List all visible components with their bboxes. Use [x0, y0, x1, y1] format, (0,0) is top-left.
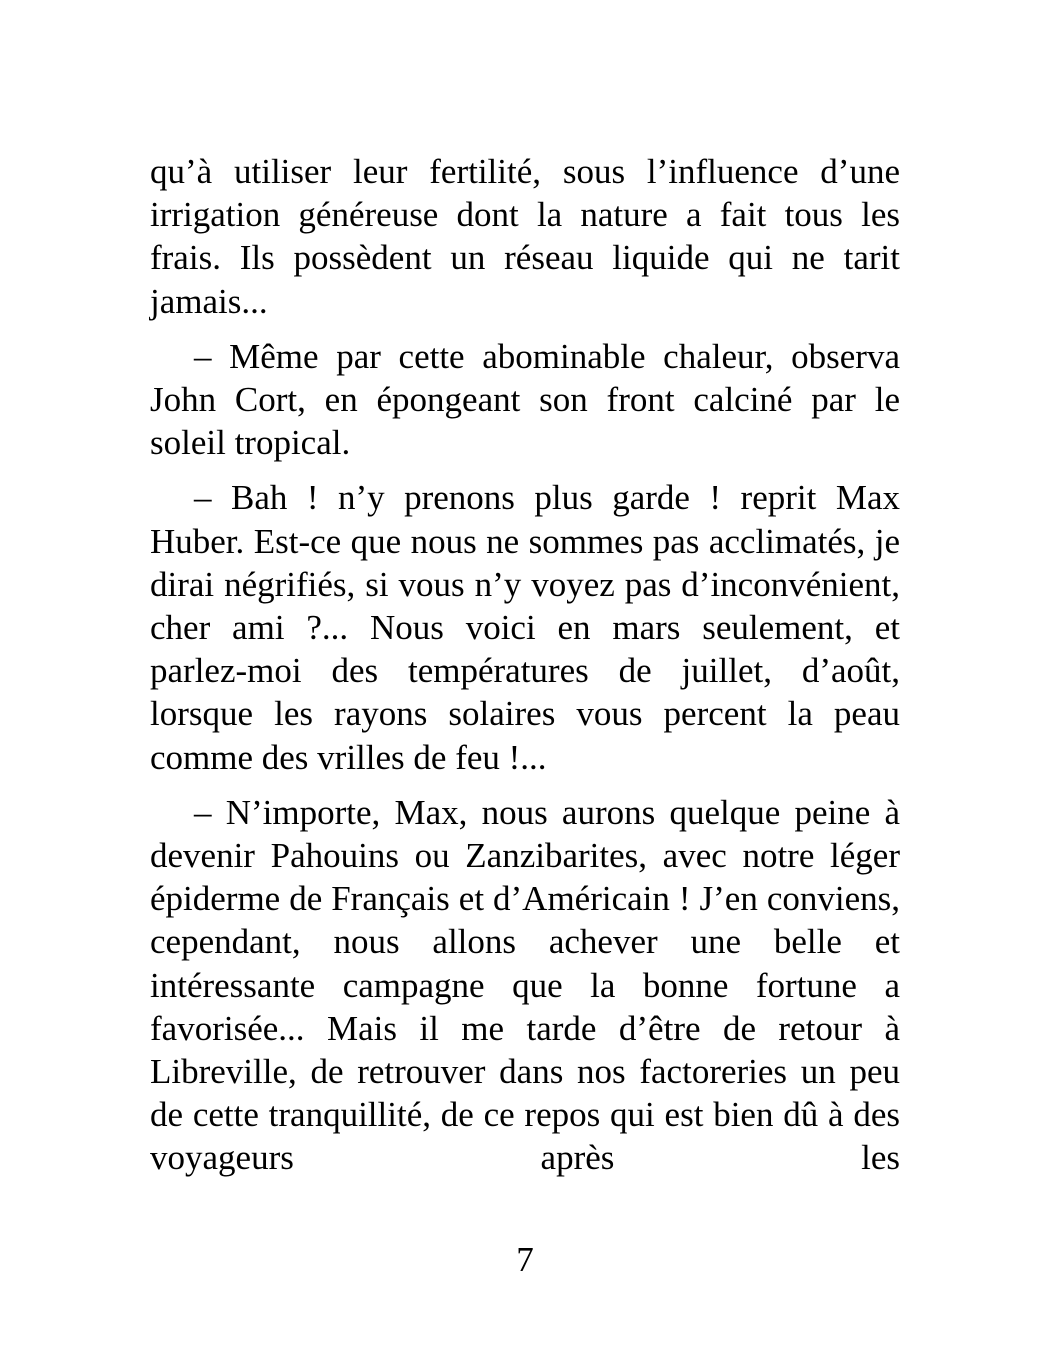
page-number: 7: [516, 1240, 534, 1279]
paragraph-1: qu’à utiliser leur fertilité, sous l’influence d’une irrigation généreuse dont la nature a fait tous les frais. Ils possèdent un réseau liquide qui ne tarit jamais...: [150, 152, 900, 321]
body-text: [150, 150, 900, 1180]
paragraph-2: – Même par cette abominable chaleur, observa John Cort, en épongeant son front calciné par le soleil tropical.: [150, 336, 900, 463]
paragraph-4: – N’importe, Max, nous aurons quelque peine à devenir Pahouins ou Zanzibarites, avec notre léger épiderme de Français et d’Américain ! J’en conviens, cependant, nous allons achever une belle et intéressante campagne que la bonne fortune a favorisée... Mais il me tarde d’être de retour à Libreville, de retrouver dans nos factoreries un peu de cette tranquillité, de ce repos qui est bien dû à des voyageurs après les: [150, 792, 900, 1178]
paragraph-3: – Bah ! n’y prenons plus garde ! reprit Max Huber. Est-ce que nous ne sommes pas acclimatés, je dirai négrifiés, si vous n’y voyez pas d’inconvénient, cher ami ?... Nous voici en mars seulement, et parlez-moi des températures de juillet, d’août, lorsque les rayons solaires vous percent la peau comme des vrilles de feu !...: [150, 478, 900, 777]
